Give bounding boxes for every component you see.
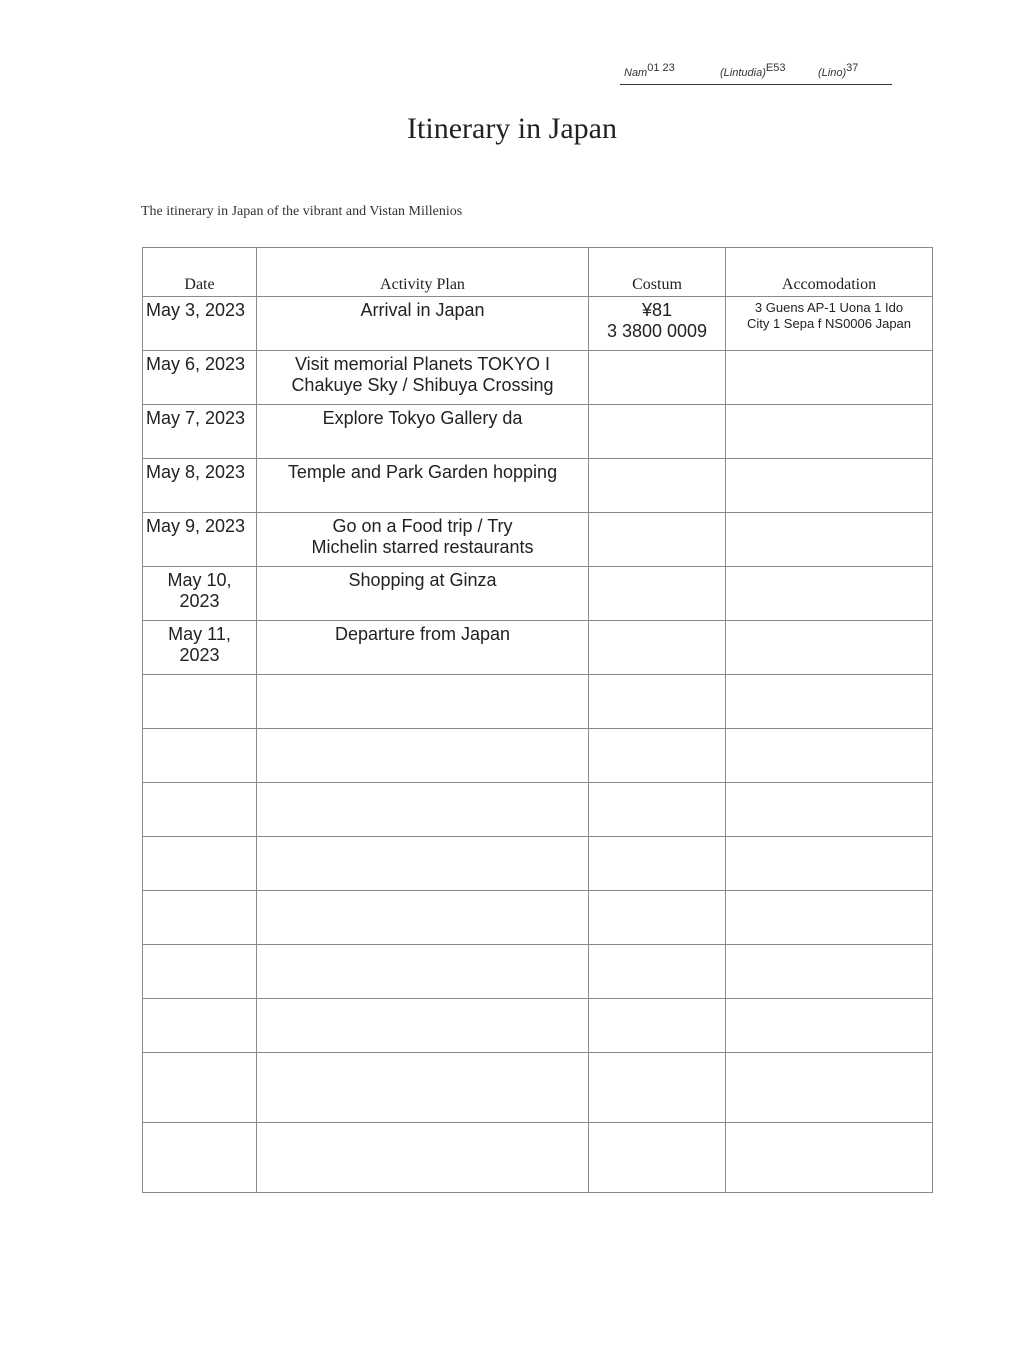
- empty-cell[interactable]: [589, 783, 726, 837]
- table-header-row: [143, 248, 933, 297]
- empty-cell[interactable]: [726, 675, 933, 729]
- cell-date[interactable]: May 7, 2023: [143, 405, 257, 459]
- table-row: [143, 621, 933, 675]
- empty-row: [143, 945, 933, 999]
- cell-activity[interactable]: Departure from Japan: [257, 621, 589, 675]
- empty-cell[interactable]: [589, 729, 726, 783]
- empty-cell[interactable]: [726, 837, 933, 891]
- empty-cell[interactable]: [589, 891, 726, 945]
- empty-cell[interactable]: [257, 783, 589, 837]
- empty-cell[interactable]: [726, 891, 933, 945]
- cell-accommodation[interactable]: [726, 351, 933, 405]
- cell-accommodation[interactable]: [726, 405, 933, 459]
- column-header-accommodation: Accomodation: [726, 248, 933, 297]
- empty-cell[interactable]: [726, 729, 933, 783]
- cell-cost[interactable]: [589, 567, 726, 621]
- cell-date[interactable]: May 8, 2023: [143, 459, 257, 513]
- cell-cost[interactable]: [589, 459, 726, 513]
- table-row: [143, 405, 933, 459]
- empty-cell[interactable]: [257, 891, 589, 945]
- cell-cost[interactable]: [589, 621, 726, 675]
- cell-accommodation[interactable]: 3 Guens AP-1 Uona 1 Ido City 1 Sepa f NS0006 Japan: [726, 297, 933, 351]
- empty-row: [143, 891, 933, 945]
- table-row: [143, 459, 933, 513]
- cell-activity[interactable]: Explore Tokyo Gallery da: [257, 405, 589, 459]
- empty-row: [143, 783, 933, 837]
- empty-cell[interactable]: [143, 891, 257, 945]
- itinerary-table: [142, 247, 933, 1193]
- empty-cell[interactable]: [726, 999, 933, 1053]
- cell-cost[interactable]: [589, 405, 726, 459]
- cell-date[interactable]: May 11, 2023: [143, 621, 257, 675]
- cell-date[interactable]: May 9, 2023: [143, 513, 257, 567]
- cell-activity[interactable]: Arrival in Japan: [257, 297, 589, 351]
- empty-cell[interactable]: [589, 1123, 726, 1193]
- empty-cell[interactable]: [143, 729, 257, 783]
- empty-cell[interactable]: [726, 783, 933, 837]
- cell-cost[interactable]: [589, 513, 726, 567]
- table-row: [143, 513, 933, 567]
- empty-row: [143, 999, 933, 1053]
- cell-activity[interactable]: Go on a Food trip / Try Michelin starred restaurants: [257, 513, 589, 567]
- empty-cell[interactable]: [143, 837, 257, 891]
- empty-cell[interactable]: [726, 1123, 933, 1193]
- empty-cell[interactable]: [143, 999, 257, 1053]
- empty-cell[interactable]: [143, 783, 257, 837]
- document-title: Itinerary in Japan: [407, 112, 617, 145]
- empty-cell[interactable]: [257, 837, 589, 891]
- header-field-name: Nam01 23: [624, 62, 675, 79]
- cell-activity[interactable]: Visit memorial Planets TOKYO I Chakuye Sky / Shibuya Crossing: [257, 351, 589, 405]
- empty-cell[interactable]: [589, 945, 726, 999]
- empty-cell[interactable]: [143, 675, 257, 729]
- cell-cost[interactable]: [589, 351, 726, 405]
- empty-cell[interactable]: [589, 837, 726, 891]
- empty-cell[interactable]: [257, 729, 589, 783]
- header-field-2: (Lintudia)E53: [720, 62, 786, 79]
- cell-date[interactable]: May 3, 2023: [143, 297, 257, 351]
- cell-date[interactable]: May 6, 2023: [143, 351, 257, 405]
- empty-cell[interactable]: [589, 1053, 726, 1123]
- cell-accommodation[interactable]: [726, 567, 933, 621]
- empty-cell[interactable]: [143, 945, 257, 999]
- empty-row: [143, 837, 933, 891]
- empty-cell[interactable]: [257, 675, 589, 729]
- cell-accommodation[interactable]: [726, 621, 933, 675]
- empty-cell[interactable]: [726, 945, 933, 999]
- empty-cell[interactable]: [726, 1053, 933, 1123]
- empty-cell[interactable]: [257, 1123, 589, 1193]
- empty-cell[interactable]: [143, 1123, 257, 1193]
- column-header-activity: Activity Plan: [257, 248, 589, 297]
- column-header-cost: Costum: [589, 248, 726, 297]
- column-header-date: Date: [143, 248, 257, 297]
- empty-cell[interactable]: [143, 1053, 257, 1123]
- empty-cell[interactable]: [257, 999, 589, 1053]
- empty-row: [143, 1053, 933, 1123]
- header-field-3: (Lino)37: [818, 62, 859, 79]
- cell-date[interactable]: May 10, 2023: [143, 567, 257, 621]
- table-row: [143, 351, 933, 405]
- empty-cell[interactable]: [589, 675, 726, 729]
- empty-cell[interactable]: [257, 945, 589, 999]
- cell-accommodation[interactable]: [726, 513, 933, 567]
- empty-row: [143, 1123, 933, 1193]
- empty-row: [143, 675, 933, 729]
- document-subtitle: The itinerary in Japan of the vibrant and Vistan Millenios: [141, 204, 463, 219]
- cell-cost[interactable]: ¥81 3 3800 0009: [589, 297, 726, 351]
- empty-cell[interactable]: [589, 999, 726, 1053]
- table-row: [143, 297, 933, 351]
- empty-cell[interactable]: [257, 1053, 589, 1123]
- cell-activity[interactable]: Temple and Park Garden hopping: [257, 459, 589, 513]
- table-row: [143, 567, 933, 621]
- empty-row: [143, 729, 933, 783]
- cell-activity[interactable]: Shopping at Ginza: [257, 567, 589, 621]
- header-fields: [620, 60, 892, 85]
- cell-accommodation[interactable]: [726, 459, 933, 513]
